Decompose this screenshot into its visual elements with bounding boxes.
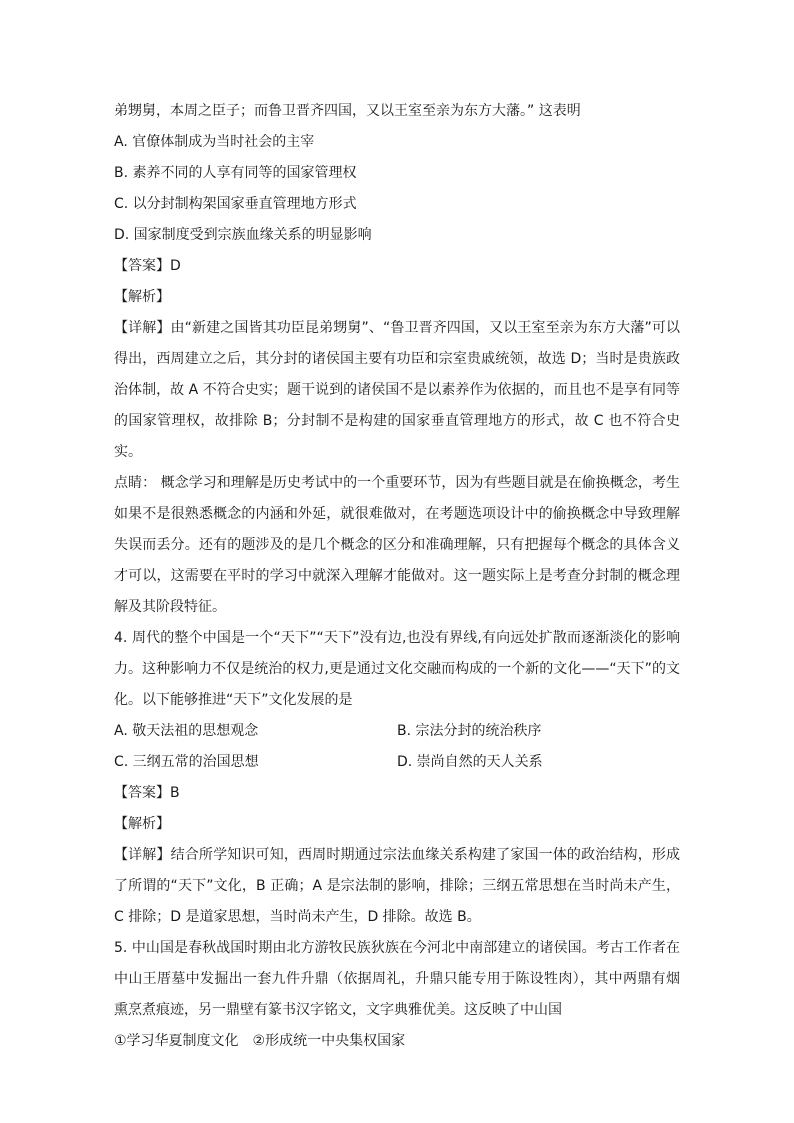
detail-tag: 【详解】 [114, 320, 171, 336]
q3-stem-tail: 弟甥舅，本周之臣子；而鲁卫晋齐四国，又以王室至亲为东方大藩。” 这表明 [114, 103, 581, 119]
detail-text: 由“新建之国皆其功臣昆弟甥舅”、“鲁卫晋齐四国，又以王室至亲为东方大藩”可以得出，西周建立之后，其分封的诸侯国主要有功臣和宗室贵戚统领，故选 D；当时是贵族政治体制，故 A 不符合史实；题干说到的诸侯国不是以素养作为依据的，而且也不是享有同等的国家管理权，故排除 B；分封制不是构建的国家垂直管理地方的形式，故 C 也不符合史实。 [114, 320, 681, 460]
q3-option-a: A. 官僚体制成为当时社会的主宰 [114, 134, 315, 150]
q3-option-b: B. 素养不同的人享有同等的国家管理权 [114, 165, 357, 181]
q4-option-c: C. 三纲五常的治国思想 [114, 754, 259, 770]
q3-answer [114, 251, 680, 282]
q4-stem: 4. 周代的整个中国是一个“天下”“天下”没有边,也没有界线,有向远处扩散而逐渐淡化的影响力。这种影响力不仅是统治的权力,更是通过文化交融而构成的一个新的文化——“天下”的文化。以下能够推进“天下”文化发展的是 [114, 630, 680, 708]
q3-detail [114, 313, 680, 623]
q5-items: ①学习华夏制度文化 ②形成统一中央集权国家 [114, 1033, 406, 1049]
q4-detail [114, 840, 680, 933]
q4-option-d: D. 崇尚自然的天人关系 [397, 754, 543, 770]
note-text: 概念学习和理解是历史考试中的一个重要环节，因为有些题目就是在偷换概念，考生如果不是很熟悉概念的内涵和外延，就很难做对，在考题选项设计中的偷换概念中导致理解失误而丢分。还有的题涉及的是几个概念的区分和准确理解，只有把握每个概念的具体含义才可以，这需要在平时的学习中就深入理解才能做对。这一题实际上是考查分封制的概念理解及其阶段特征。 [114, 475, 681, 615]
detail-text: 结合所学知识可知，西周时期通过宗法血缘关系构建了家国一体的政治结构，形成了所谓的“天下”文化，B 正确；A 是宗法制的影响，排除；三纲五常思想在当时尚未产生，C 排除；D 是道家思想，当时尚未产生，D 排除。故选 B。 [114, 847, 681, 925]
q4-options-row-1 [114, 716, 680, 747]
q4-answer [114, 778, 680, 809]
q3-option-c: C. 以分封制构架国家垂直管理地方形式 [114, 196, 357, 212]
q5-stem: 5. 中山国是春秋战国时期由北方游牧民族狄族在今河北中南部建立的诸侯国。考古工作者在中山王厝墓中发掘出一套九件升鼎（依据周礼，升鼎只能专用于陈设牲肉），其中两鼎有烟熏烹煮痕迹，另一鼎壁有篆书汉字铭文，文字典雅优美。这反映了中山国 [114, 940, 680, 1018]
q4-options-row-2 [114, 747, 680, 778]
q3-analysis-tag: 【解析】 [114, 289, 170, 305]
answer-tag: 【答案】 [114, 785, 170, 801]
note-label: 点睛： [114, 475, 157, 491]
answer-value: B [170, 785, 180, 801]
answer-value: D [170, 258, 181, 274]
document-page [114, 96, 680, 1057]
detail-tag: 【详解】 [114, 847, 171, 863]
answer-tag: 【答案】 [114, 258, 170, 274]
q4-analysis-tag: 【解析】 [114, 816, 170, 832]
q4-option-b: B. 宗法分封的统治秩序 [397, 723, 542, 739]
q3-option-d: D. 国家制度受到宗族血缘关系的明显影响 [114, 227, 372, 243]
q4-option-a: A. 敬天法祖的思想观念 [114, 723, 259, 739]
